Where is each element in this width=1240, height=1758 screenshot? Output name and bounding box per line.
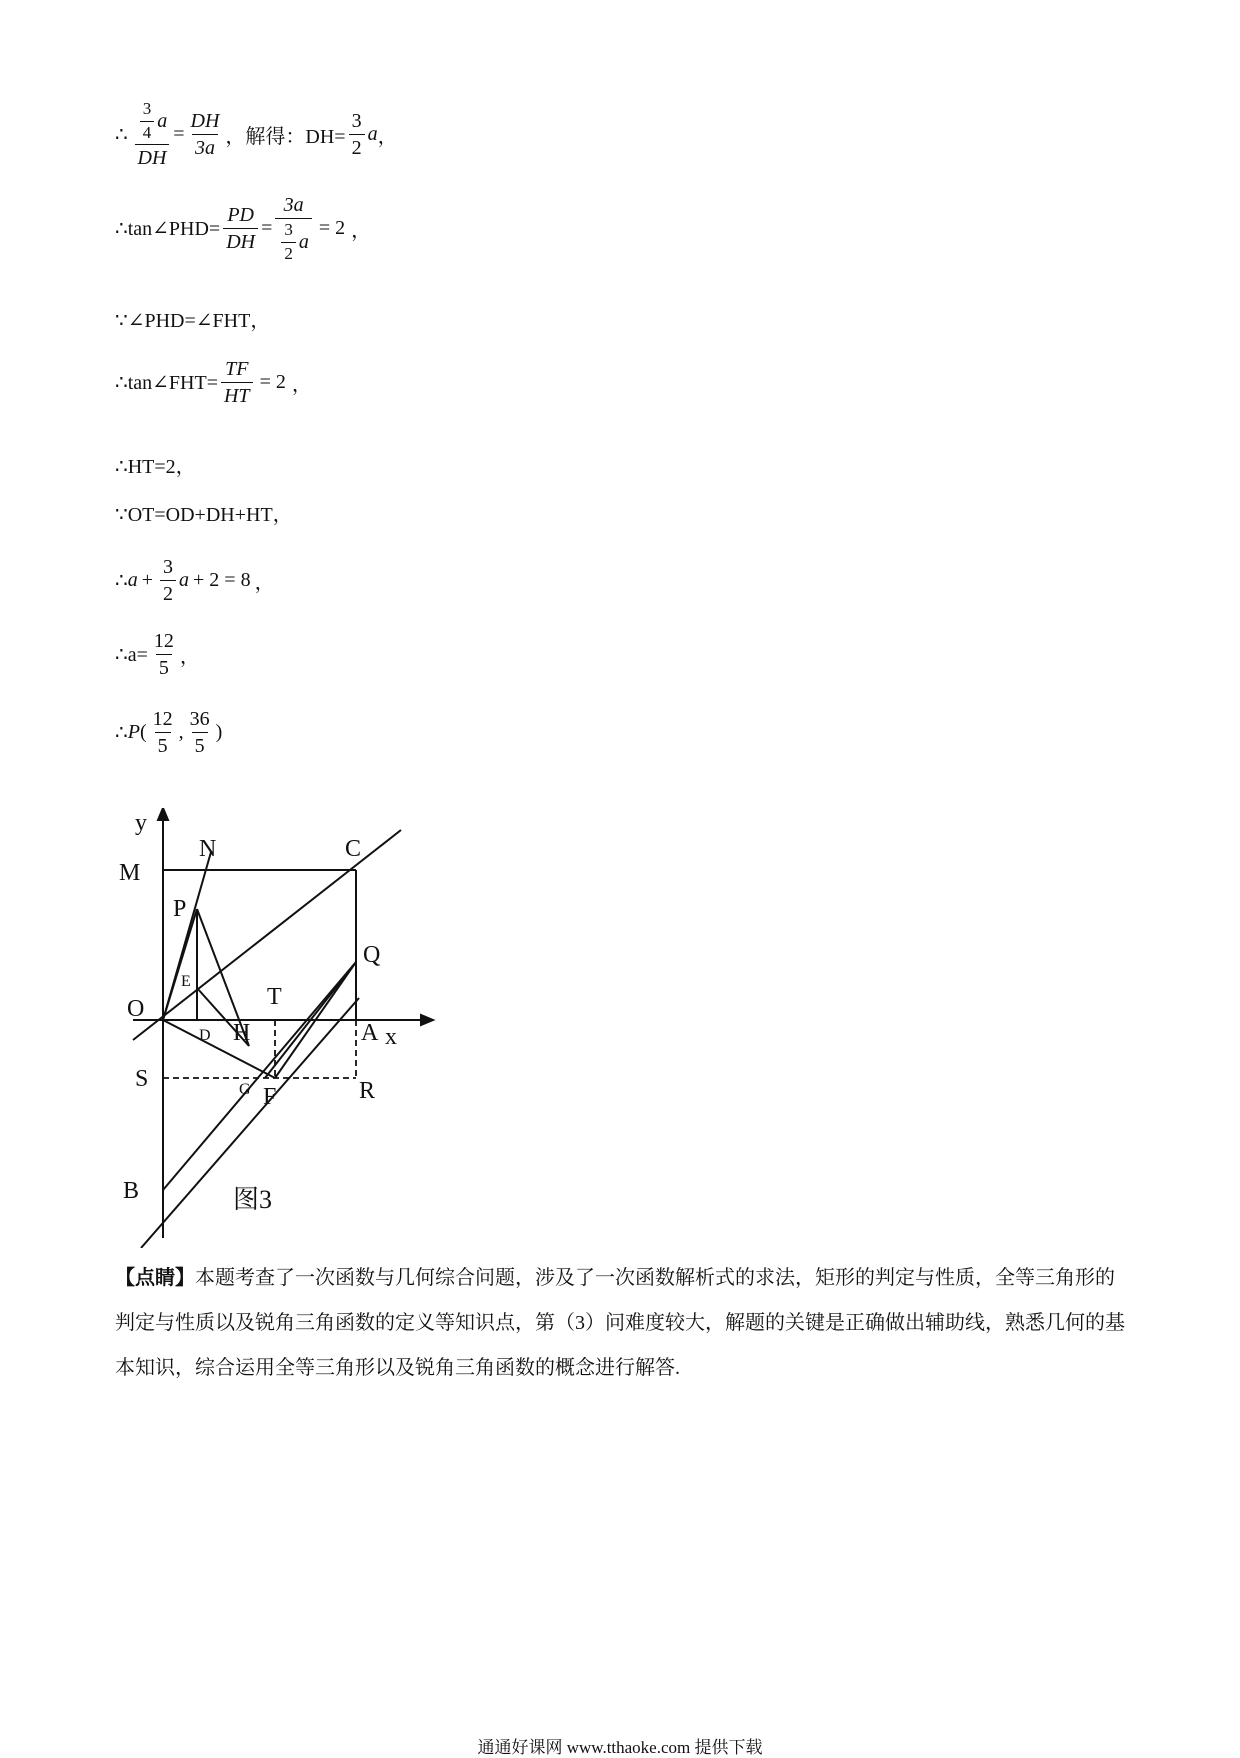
- step-9-frac1-num: 12: [152, 708, 173, 730]
- geometry-figure-3: [115, 808, 445, 1248]
- step-2-suffix: ，: [351, 220, 372, 243]
- step-4-frac-num: TF: [225, 358, 249, 380]
- step-8-suffix: ，: [179, 646, 200, 668]
- step-7-rest: + 2 = 8: [193, 569, 251, 591]
- step-1-frac1: [134, 100, 171, 169]
- step-4-frac-den: HT: [221, 382, 253, 407]
- step-9-prefix: ∴: [115, 722, 128, 744]
- step-7-frac-num: 3: [163, 556, 174, 578]
- label-H: H: [233, 1020, 251, 1046]
- step-1-frac3-num: 3: [351, 110, 362, 133]
- step-2-eq2: = 2: [318, 217, 346, 240]
- step-1-eq: =: [173, 123, 185, 146]
- figure-caption: 图3: [233, 1185, 273, 1214]
- step-9-comma: ,: [178, 721, 184, 743]
- segment-OF: [163, 1020, 275, 1078]
- label-N: N: [199, 836, 217, 862]
- step-2-prefix: ∴tan∠PHD=: [115, 218, 221, 241]
- step-9-frac2: [187, 708, 213, 757]
- step-8-frac-den: 5: [156, 654, 172, 679]
- step-7-frac: [160, 556, 176, 605]
- step-9-frac1-den: 5: [155, 732, 171, 757]
- step-2-frac2-num: 3a: [283, 194, 304, 216]
- label-x: x: [385, 1024, 397, 1050]
- step-2-frac2-den-var: a: [298, 231, 309, 254]
- step-7-prefix: ∴: [115, 570, 128, 592]
- step-7-var1: a: [127, 569, 138, 591]
- label-E: E: [181, 973, 191, 990]
- label-C: C: [345, 836, 362, 862]
- y-axis-arrow-icon: [158, 808, 168, 820]
- step-9-frac2-num: 36: [189, 708, 210, 730]
- step-4: [115, 358, 312, 407]
- label-B: B: [123, 1178, 140, 1204]
- comment-tag: 【点睛】: [115, 1267, 195, 1289]
- step-9-frac1: [150, 708, 176, 757]
- step-1-prefix: ∴: [115, 124, 128, 147]
- step-9-var: P: [127, 721, 140, 743]
- step-1-frac3: [349, 110, 365, 159]
- step-1-frac2-num: DH: [190, 110, 220, 133]
- label-D: D: [199, 1027, 211, 1044]
- step-2: [115, 194, 371, 263]
- step-2-frac2-den-num: 3: [284, 220, 293, 239]
- comment-text: 本题考查了一次函数与几何综合问题，涉及了一次函数解析式的求法，矩形的判定与性质，全等三角形的判定与性质以及锐角三角函数的定义等知识点，第（3）问难度较大，解题的关键是正确做出辅助线，熟悉几何的基本知识，综合运用全等三角形以及锐角三角函数的概念进行解答.: [115, 1267, 1125, 1379]
- step-4-suffix: ，: [291, 374, 312, 396]
- label-y: y: [135, 810, 147, 836]
- step-1-frac1-inner-den: 4: [140, 121, 155, 143]
- step-4-eq: = 2: [259, 371, 286, 393]
- step-2-frac1-den: DH: [223, 228, 258, 253]
- step-1-frac1-den: DH: [135, 144, 170, 169]
- step-1-frac1-var: a: [157, 110, 168, 133]
- label-T: T: [267, 984, 282, 1010]
- step-9-frac2-den: 5: [192, 732, 208, 757]
- label-A: A: [361, 1020, 379, 1046]
- step-8-frac-num: 12: [153, 630, 174, 652]
- footer-watermark: 通通好课网 www.tthaoke.com 提供下载: [477, 1738, 763, 1757]
- step-2-eq1: =: [261, 217, 273, 240]
- label-M: M: [119, 860, 141, 886]
- x-axis-arrow-icon: [421, 1015, 433, 1025]
- step-3: ∵∠PHD=∠FHT，: [115, 310, 271, 332]
- step-1-frac2-den: 3a: [192, 134, 218, 159]
- label-S: S: [135, 1066, 149, 1092]
- step-8-frac: [151, 630, 177, 679]
- step-7-suffix: ，: [254, 572, 275, 594]
- step-4-prefix: ∴tan∠FHT=: [115, 372, 218, 394]
- label-Q: Q: [363, 942, 381, 968]
- step-2-frac1-num: PD: [227, 204, 254, 227]
- step-1-var: a: [367, 123, 378, 146]
- step-1-suffix: ，: [377, 126, 398, 149]
- label-G: G: [239, 1081, 251, 1098]
- segment-BQ: [163, 962, 356, 1190]
- label-R: R: [359, 1078, 376, 1104]
- step-2-frac2: [275, 194, 312, 263]
- step-1-frac2: [188, 110, 223, 159]
- step-1-frac1-inner-num: 3: [142, 99, 152, 118]
- label-P: P: [173, 896, 187, 922]
- step-5: ∴HT=2，: [115, 456, 196, 478]
- step-7-plus: +: [141, 569, 154, 591]
- step-2-frac2-den-den: 2: [281, 242, 296, 264]
- step-4-frac: [221, 358, 253, 407]
- step-8-prefix: ∴a=: [115, 644, 148, 666]
- label-F: F: [263, 1084, 277, 1110]
- step-7-var2: a: [179, 569, 190, 591]
- step-9-open: (: [139, 721, 147, 743]
- step-1: [115, 100, 398, 169]
- step-1-mid: ，解得：DH=: [225, 126, 346, 149]
- step-7-frac-den: 2: [160, 580, 176, 605]
- comment-paragraph: [115, 1256, 1130, 1391]
- step-6: ∵OT=OD+DH+HT，: [115, 504, 293, 526]
- step-7: [115, 556, 275, 605]
- step-8: [115, 630, 200, 679]
- step-9: [115, 708, 222, 757]
- step-1-frac3-den: 2: [349, 134, 365, 159]
- step-2-frac1: [223, 204, 258, 253]
- label-O: O: [127, 996, 145, 1022]
- step-9-close: ): [215, 721, 223, 743]
